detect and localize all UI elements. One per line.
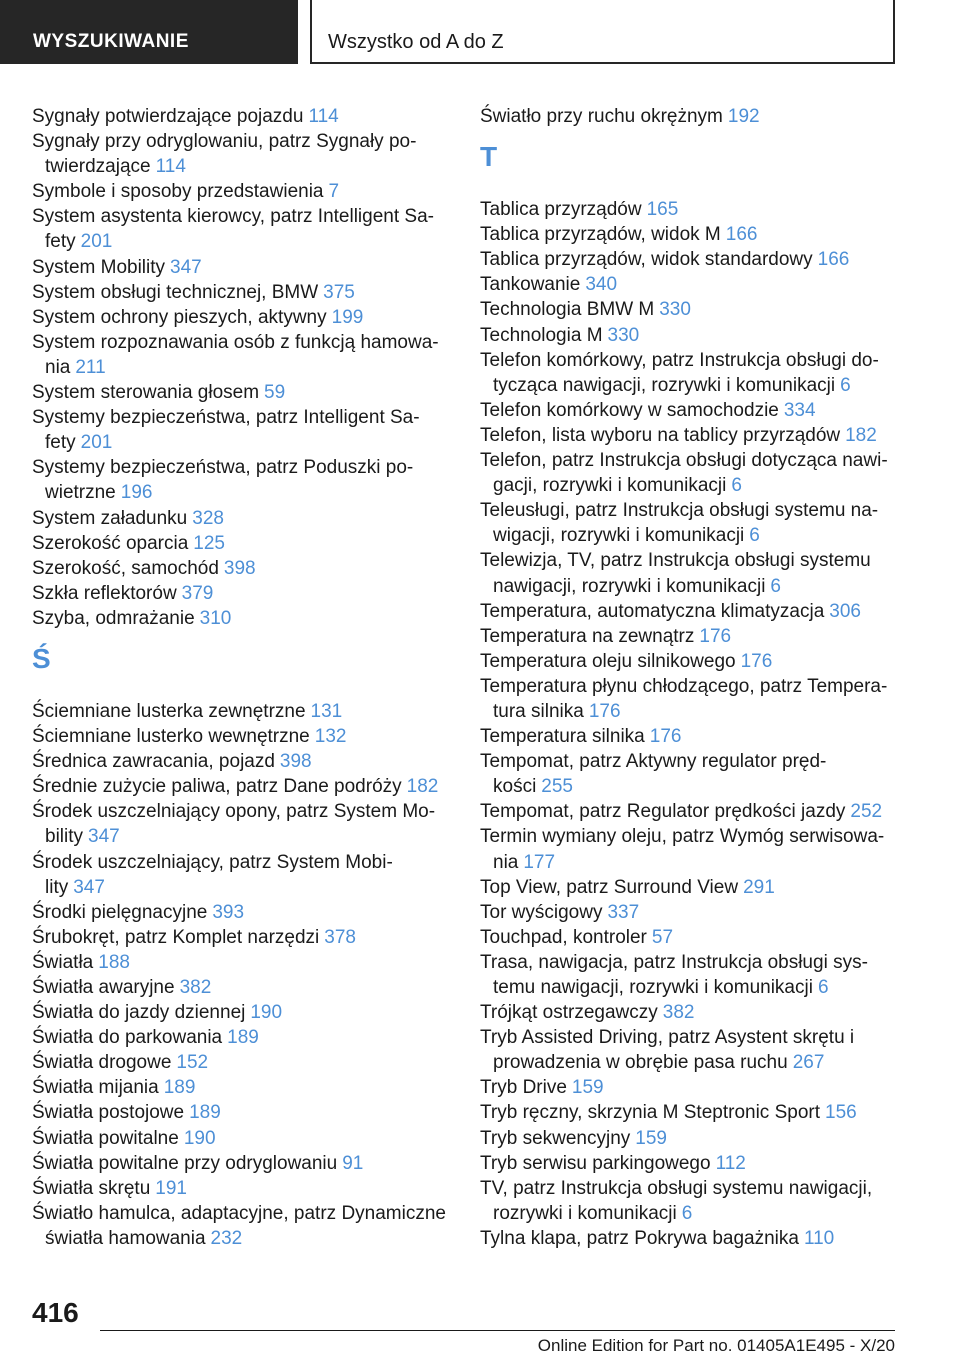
page-reference-link[interactable]: 6 — [681, 1202, 693, 1224]
page-reference-link[interactable]: 255 — [541, 776, 573, 798]
index-entry — [32, 1126, 447, 1151]
index-entry — [32, 975, 447, 1000]
index-entry — [32, 950, 447, 975]
entries-s-acute-cont — [480, 104, 900, 129]
index-entry — [32, 1050, 447, 1075]
page-reference-link[interactable]: 182 — [845, 424, 877, 446]
entry-text: System załadunku — [32, 507, 188, 529]
index-entry — [480, 950, 900, 1000]
index-entry — [32, 1100, 447, 1125]
entry-text: Teleusługi, patrz Instrukcja obsługi systemu na- wigacji, rozrywki i komunikacji — [480, 500, 879, 547]
entry-text: Szyba, odmrażanie — [32, 607, 195, 629]
index-entry — [480, 423, 900, 448]
page-reference-link[interactable]: 347 — [73, 876, 105, 898]
index-entry — [32, 925, 447, 950]
entry-text: Termin wymiany oleju, patrz Wymóg serwisowa- nia — [480, 826, 885, 873]
page-title: Wszystko od A do Z — [328, 31, 504, 53]
page-reference-link[interactable]: 176 — [649, 726, 682, 748]
page-reference-link[interactable]: 6 — [817, 977, 829, 998]
entry-text: Tryb Assisted Driving, patrz Asystent skrętu i prowadzenia w obrębie pasa ruchu — [480, 1027, 855, 1074]
index-entry — [32, 799, 447, 849]
entry-text: Światła skrętu — [32, 1177, 151, 1199]
page-reference-link[interactable]: 156 — [825, 1102, 857, 1124]
entry-text: Tempomat, patrz Regulator prędkości jazdy — [480, 801, 846, 823]
entry-text: Touchpad, kontroler — [480, 926, 647, 948]
index-entry — [32, 749, 447, 774]
page-reference-link[interactable]: 188 — [98, 951, 130, 973]
entries-s — [32, 104, 447, 631]
page-reference-link[interactable]: 176 — [740, 650, 773, 672]
entry-text: Tryb ręczny, skrzynia M Steptronic Sport — [480, 1102, 820, 1124]
index-entry — [480, 799, 900, 824]
edition-note: Online Edition for Part no. 01405A1E495 - X/20 — [537, 1336, 895, 1355]
index-entry — [32, 280, 447, 305]
page-reference-link[interactable]: 7 — [328, 181, 340, 203]
page-reference-link[interactable]: 347 — [88, 826, 120, 848]
page-reference-link[interactable]: 6 — [770, 575, 781, 597]
index-entry — [32, 1201, 447, 1251]
index-entry — [32, 1000, 447, 1025]
entry-text: Temperatura na zewnątrz — [480, 625, 695, 647]
page-reference-link[interactable]: 382 — [662, 1002, 695, 1024]
entry-text: Telewizja, TV, patrz Instrukcja obsługi systemu nawigacji, rozrywki i komunikacji — [480, 550, 871, 597]
page-reference-link[interactable]: 159 — [635, 1127, 667, 1149]
page-reference-link[interactable]: 330 — [607, 324, 640, 346]
index-entry — [480, 824, 900, 874]
entry-text: System Mobility — [32, 256, 166, 278]
index-entry — [480, 297, 900, 322]
page-reference-link[interactable]: 6 — [840, 374, 851, 396]
entry-text: Szerokość oparcia — [32, 532, 189, 554]
entry-text: System rozpoznawania osób z funkcją hamowa- nia — [32, 331, 439, 378]
index-entry — [32, 1025, 447, 1050]
index-entry — [32, 531, 447, 556]
index-entry — [480, 1151, 900, 1176]
page-reference-link[interactable]: 334 — [783, 399, 816, 421]
entry-text: Światła do parkowania — [32, 1027, 223, 1049]
entry-text: Tablica przyrządów, widok M — [480, 224, 721, 246]
page-reference-link[interactable]: 201 — [80, 432, 113, 454]
entry-text: Technologia M — [480, 324, 603, 346]
page-reference-link[interactable]: 6 — [749, 525, 760, 547]
page-reference-link[interactable]: 191 — [155, 1177, 187, 1199]
index-entry — [480, 1126, 900, 1151]
index-entry — [32, 774, 447, 799]
index-entry — [480, 674, 900, 724]
entry-text: Top View, patrz Surround View — [480, 876, 739, 898]
entry-text: Szkła reflektorów — [32, 582, 177, 604]
page-reference-link[interactable]: 382 — [179, 977, 212, 998]
entry-text: System obsługi technicznej, BMW — [32, 281, 319, 303]
page-reference-link[interactable]: 347 — [170, 256, 202, 278]
entry-text: Trójkąt ostrzegawczy — [480, 1002, 658, 1024]
index-entry — [480, 649, 900, 674]
index-entry — [480, 323, 900, 348]
entry-text: Środek uszczelniający, patrz System Mobi- lity — [32, 851, 393, 898]
page-header — [310, 0, 895, 64]
entry-text: Tor wyścigowy — [480, 901, 603, 923]
entry-text: TV, patrz Instrukcja obsługi systemu nawigacji, rozrywki i komunikacji — [480, 1177, 873, 1224]
page-reference-link[interactable]: 378 — [324, 926, 356, 948]
index-entry — [32, 1151, 447, 1176]
page-reference-link[interactable]: 196 — [120, 482, 153, 504]
page-reference-link[interactable]: 232 — [210, 1227, 243, 1249]
entry-text: Tryb Drive — [480, 1077, 567, 1099]
index-entry — [32, 104, 447, 129]
entry-text: Światła powitalne przy odryglowaniu — [32, 1152, 338, 1174]
entries-t — [480, 197, 900, 1251]
page-reference-link[interactable]: 190 — [183, 1127, 216, 1149]
page-reference-link[interactable]: 132 — [314, 726, 347, 748]
entry-text: Śrubokręt, patrz Komplet narzędzi — [32, 926, 320, 948]
page-reference-link[interactable]: 110 — [803, 1227, 835, 1249]
index-entry — [480, 247, 900, 272]
entry-text: System ochrony pieszych, aktywny — [32, 306, 327, 328]
index-entry — [480, 197, 900, 222]
page-reference-link[interactable]: 177 — [523, 851, 556, 873]
entry-text: Światła do jazdy dziennej — [32, 1002, 246, 1024]
page-reference-link[interactable]: 189 — [163, 1077, 196, 1099]
entry-text: Tylna klapa, patrz Pokrywa bagażnika — [480, 1227, 799, 1249]
entry-text: Tablica przyrządów — [480, 199, 642, 221]
entry-text: Temperatura płynu chłodzącego, patrz Tempera- tura silnika — [480, 675, 888, 722]
index-entry — [32, 850, 447, 900]
index-entry — [480, 398, 900, 423]
index-entry — [480, 348, 900, 398]
page-reference-link[interactable]: 6 — [731, 475, 742, 497]
entry-text: Światła mijania — [32, 1077, 159, 1099]
page-reference-link[interactable]: 152 — [176, 1052, 209, 1074]
index-entry — [480, 272, 900, 297]
page-reference-link[interactable]: 182 — [406, 776, 439, 798]
entry-text: Środki pielęgnacyjne — [32, 901, 208, 923]
entry-text: Szerokość, samochód — [32, 557, 219, 579]
page-reference-link[interactable]: 330 — [659, 299, 691, 321]
entry-text: Temperatura oleju silnikowego — [480, 650, 736, 672]
index-entry — [32, 506, 447, 531]
entry-text: Ściemniane lusterka zewnętrzne — [32, 700, 306, 722]
page-reference-link[interactable]: 57 — [651, 926, 674, 948]
index-entry — [32, 455, 447, 505]
index-entry — [480, 448, 900, 498]
index-entry — [480, 1100, 900, 1125]
entry-text: Telefon, patrz Instrukcja obsługi dotycząca nawi- gacji, rozrywki i komunikacji — [480, 450, 888, 497]
entry-text: Światło hamulca, adaptacyjne, patrz Dynamiczne światła hamowania — [32, 1202, 446, 1249]
page-reference-link[interactable]: 176 — [699, 625, 732, 647]
index-entry — [32, 330, 447, 380]
entry-text: Systemy bezpieczeństwa, patrz Poduszki po- wietrzne — [32, 457, 414, 504]
index-entry — [480, 724, 900, 749]
entry-text: Symbole i sposoby przedstawienia — [32, 181, 324, 203]
index-entry — [32, 405, 447, 455]
entry-text: Temperatura silnika — [480, 726, 645, 748]
page-number: 416 — [32, 1297, 79, 1328]
section-tab — [0, 0, 298, 64]
index-entry — [480, 548, 900, 598]
page-reference-link[interactable]: 340 — [585, 274, 618, 296]
page-reference-link[interactable]: 189 — [227, 1027, 259, 1049]
page-reference-link[interactable]: 114 — [155, 156, 186, 178]
page-reference-link[interactable]: 166 — [725, 224, 758, 246]
entry-text: Tankowanie — [480, 274, 581, 296]
page-reference-link[interactable]: 166 — [817, 249, 850, 271]
page-reference-link[interactable]: 192 — [727, 106, 760, 127]
index-entry — [32, 305, 447, 330]
entry-text: Telefon, lista wyboru na tablicy przyrządów — [480, 424, 841, 446]
index-entry — [32, 724, 447, 749]
index-entry — [32, 1075, 447, 1100]
entry-text: Tryb sekwencyjny — [480, 1127, 631, 1149]
page-reference-link[interactable]: 159 — [571, 1077, 604, 1099]
index-entry — [480, 1226, 900, 1251]
entry-text: Telefon komórkowy, patrz Instrukcja obsługi do- tycząca nawigacji, rozrywki i komunikacji — [480, 349, 879, 396]
index-entry — [480, 104, 900, 129]
page-reference-link[interactable]: 337 — [607, 901, 640, 923]
entry-text: Systemy bezpieczeństwa, patrz Intelligent Sa- fety — [32, 407, 420, 454]
entry-text: Tempomat, patrz Aktywny regulator pręd- kości — [480, 751, 827, 798]
entry-text: Sygnały potwierdzające pojazdu — [32, 106, 304, 127]
entry-text: Średnie zużycie paliwa, patrz Dane podróży — [32, 776, 402, 798]
page-reference-link[interactable]: 252 — [850, 801, 883, 823]
index-entry — [480, 1025, 900, 1075]
entry-text: Środek uszczelniający opony, patrz System Mo- bility — [32, 801, 436, 848]
index-letter-heading: Ś — [32, 642, 51, 674]
page-reference-link[interactable]: 398 — [279, 751, 312, 773]
page-reference-link[interactable]: 190 — [250, 1002, 283, 1024]
index-entry — [32, 606, 447, 631]
entry-text: Światła awaryjne — [32, 977, 175, 998]
index-entry — [32, 179, 447, 204]
page-reference-link[interactable]: 114 — [308, 106, 339, 127]
page-reference-link[interactable]: 199 — [331, 306, 364, 328]
entry-text: Trasa, nawigacja, patrz Instrukcja obsługi sys- temu nawigacji, rozrywki i komunikacji — [480, 951, 868, 998]
page-reference-link[interactable]: 393 — [212, 901, 245, 923]
entry-text: Sygnały przy odryglowaniu, patrz Sygnały po- twierdzające — [32, 131, 417, 178]
index-entry — [480, 1075, 900, 1100]
index-entry — [480, 222, 900, 247]
entry-text: System sterowania głosem — [32, 382, 260, 404]
entry-text: Tablica przyrządów, widok standardowy — [480, 249, 813, 271]
entry-text: Światło przy ruchu okrężnym — [480, 106, 723, 127]
page-reference-link[interactable]: 131 — [310, 700, 343, 722]
page-reference-link[interactable]: 267 — [792, 1052, 825, 1074]
index-entry — [32, 1176, 447, 1201]
entry-text: Średnica zawracania, pojazd — [32, 751, 275, 773]
entry-text: Światła drogowe — [32, 1052, 172, 1074]
index-entry — [480, 875, 900, 900]
index-column-right — [480, 104, 900, 1251]
page-reference-link[interactable]: 176 — [588, 700, 621, 722]
index-entry — [480, 599, 900, 624]
index-entry — [32, 380, 447, 405]
page-reference-link[interactable]: 125 — [193, 532, 225, 554]
index-entry — [480, 925, 900, 950]
page-reference-link[interactable]: 165 — [646, 199, 679, 221]
page-reference-link[interactable]: 291 — [743, 876, 775, 898]
page-reference-link[interactable]: 310 — [199, 607, 232, 629]
index-entry — [480, 1176, 900, 1226]
index-entry — [480, 900, 900, 925]
entries-s-acute — [32, 699, 447, 1251]
page-reference-link[interactable]: 375 — [323, 281, 355, 303]
index-entry — [32, 699, 447, 724]
page-reference-link[interactable]: 201 — [80, 231, 113, 253]
index-letter-heading: T — [480, 141, 498, 173]
index-column-left — [32, 104, 447, 1251]
page-reference-link[interactable]: 189 — [189, 1102, 221, 1124]
page-reference-link[interactable]: 328 — [192, 507, 224, 529]
index-entry — [32, 900, 447, 925]
index-entry — [32, 255, 447, 280]
page-reference-link[interactable]: 112 — [715, 1152, 746, 1174]
index-entry — [32, 129, 447, 179]
entry-text: Technologia BMW M — [480, 299, 655, 321]
index-entry — [480, 498, 900, 548]
entry-text: Temperatura, automatyczna klimatyzacja — [480, 600, 825, 622]
page-reference-link[interactable]: 59 — [264, 382, 286, 404]
entry-text: Telefon komórkowy w samochodzie — [480, 399, 779, 421]
entry-text: Światła postojowe — [32, 1102, 185, 1124]
index-entry — [32, 556, 447, 581]
index-entry — [32, 581, 447, 606]
page-reference-link[interactable]: 398 — [223, 557, 256, 579]
index-entry — [480, 1000, 900, 1025]
entry-text: Światła powitalne — [32, 1127, 179, 1149]
section-title: WYSZUKIWANIE — [33, 31, 189, 52]
page-reference-link[interactable]: 379 — [181, 582, 214, 604]
entry-text: System asystenta kierowcy, patrz Intelligent Sa- fety — [32, 206, 434, 253]
entry-text: Ściemniane lusterko wewnętrzne — [32, 726, 310, 748]
index-entry — [480, 624, 900, 649]
footer-divider — [100, 1330, 895, 1331]
index-entry — [480, 749, 900, 799]
page-reference-link[interactable]: 91 — [342, 1152, 364, 1174]
page-reference-link[interactable]: 211 — [75, 356, 106, 378]
index-entry — [32, 204, 447, 254]
entry-text: Światła — [32, 951, 94, 973]
page-reference-link[interactable]: 306 — [829, 600, 861, 622]
entry-text: Tryb serwisu parkingowego — [480, 1152, 711, 1174]
